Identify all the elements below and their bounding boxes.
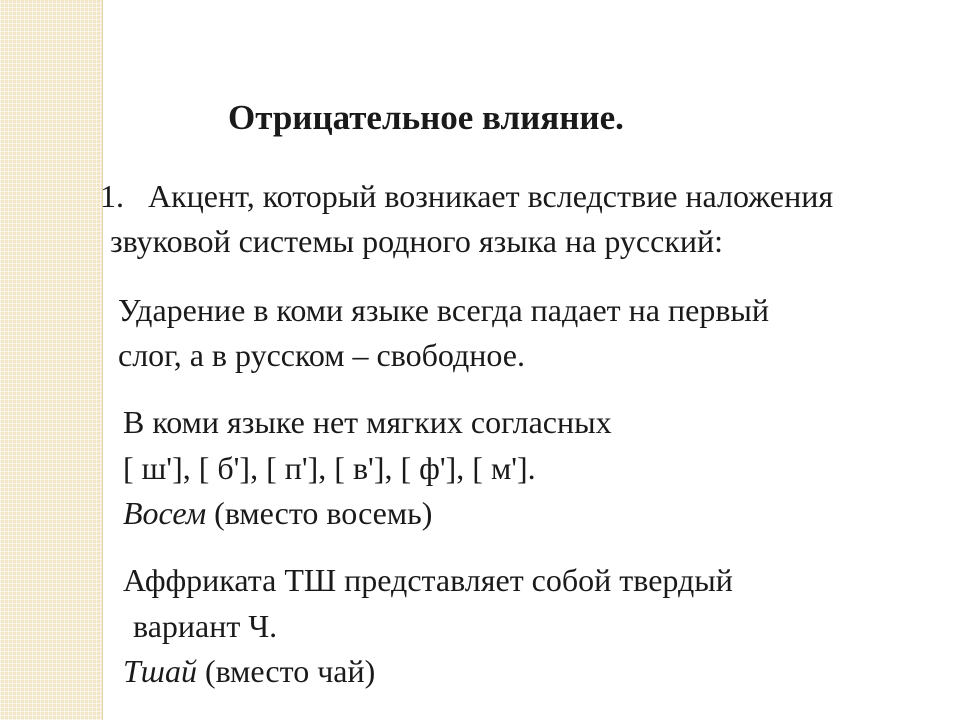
stress-line1: Ударение в коми языке всегда падает на первый [118,292,770,328]
point1-line2: звуковой системы родного языка на русский: [110,223,723,259]
soft-line2: [ ш'], [ б'], [ п'], [ в'], [ ф'], [ м']. [123,450,536,486]
slide-title: Отрицательное влияние. [228,98,624,137]
soft-example-rest: (вместо восемь) [206,495,433,531]
soft-line1: В коми языке нет мягких согласных [123,404,612,440]
affricate-example-word: Тшай [123,653,197,689]
affricate-example-rest: (вместо чай) [196,653,376,689]
soft-example-word: Восем [123,495,207,531]
affricate-example [123,655,375,687]
stress-line2: слог, а в русском – свободное. [118,337,525,373]
point1-line1: Акцент, который возникает вследствие наложения [148,178,834,214]
affricate-line2: вариант Ч. [133,608,278,644]
affricate-line1: Аффриката ТШ представляет собой твердый [123,562,733,598]
decorative-side-strip [0,0,103,720]
soft-example [123,497,432,529]
list-number: 1. [100,178,124,214]
